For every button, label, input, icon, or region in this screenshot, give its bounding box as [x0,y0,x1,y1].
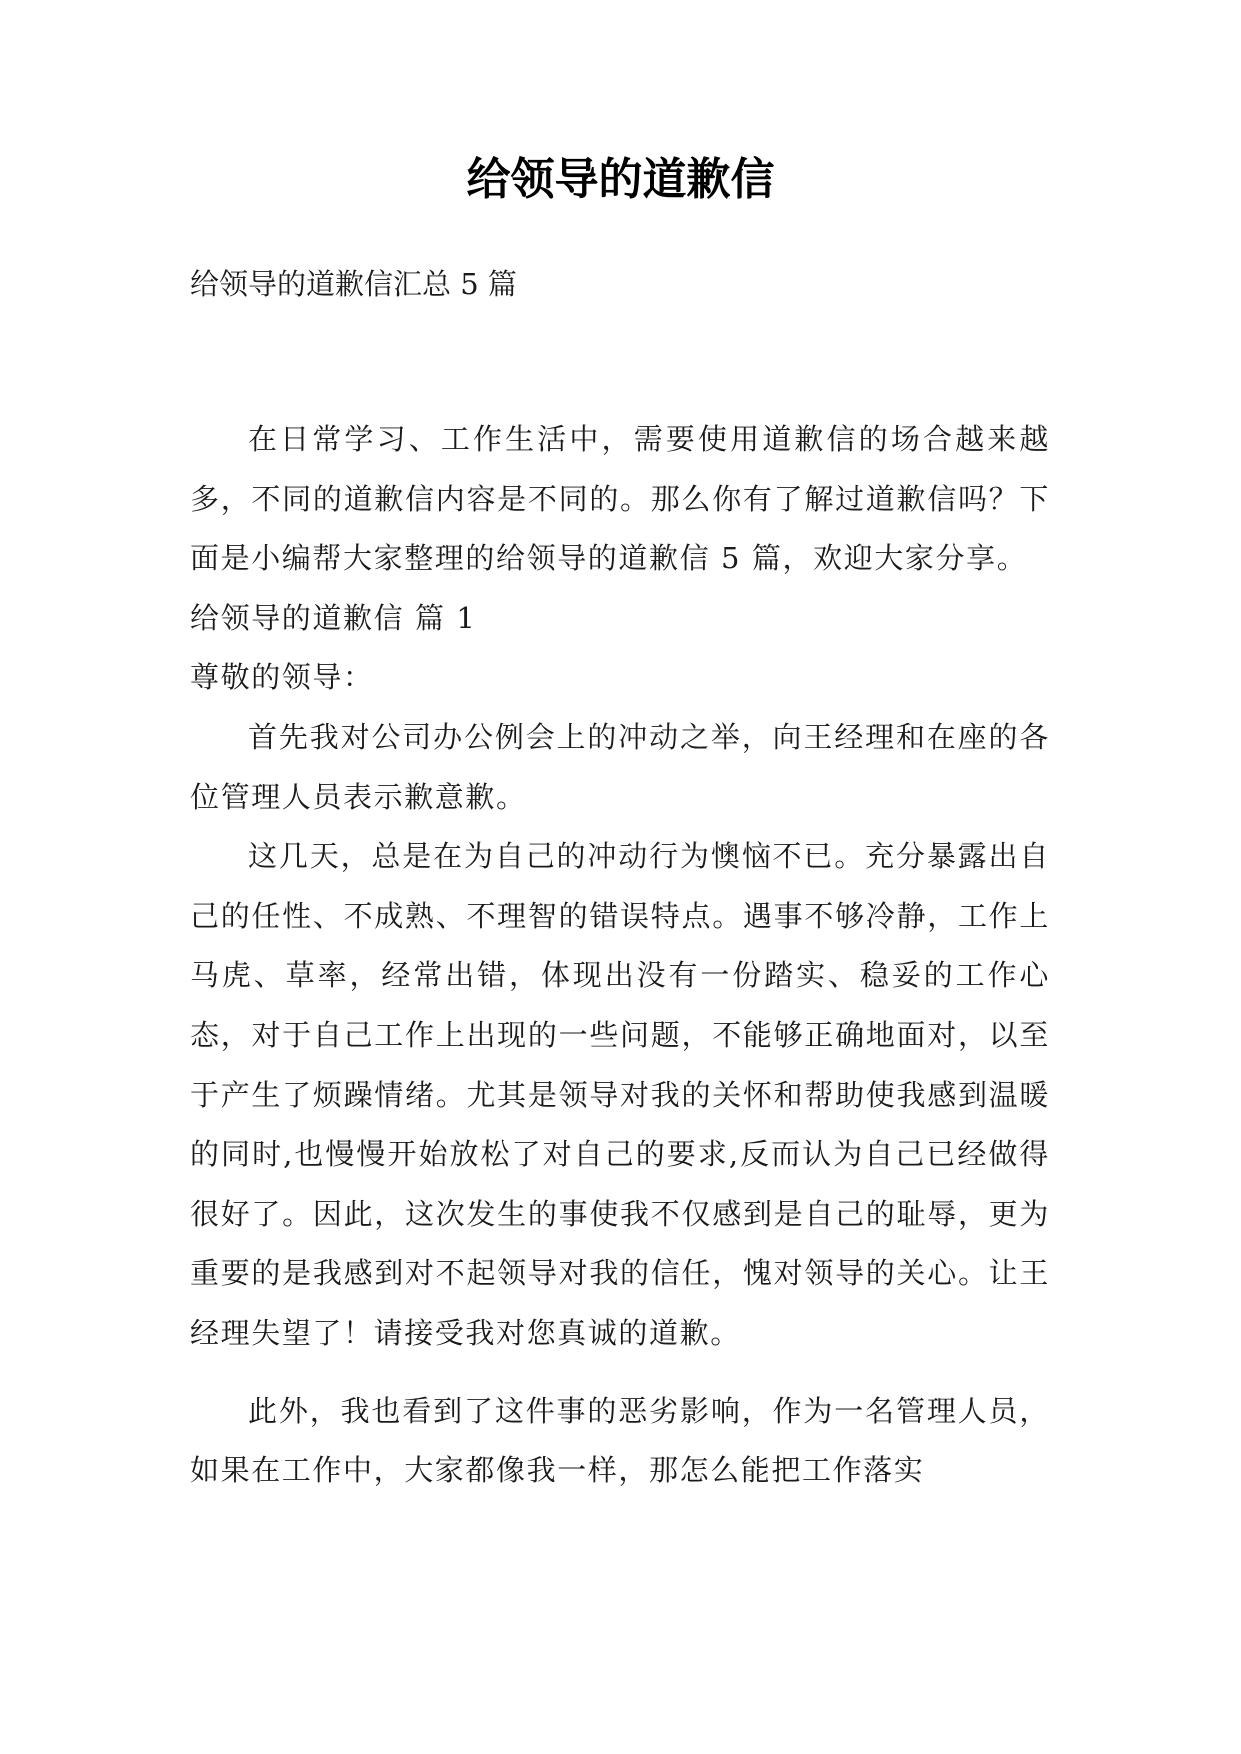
document-title: 给领导的道歉信 [466,154,775,205]
document-subtitle: 给领导的道歉信汇总 5 篇 [190,267,517,301]
salutation: 尊敬的领导： [190,660,374,695]
body-paragraph: 此外，我也看到了这件事的恶劣影响，作为一名管理人员，如果在工作中，大家都像我一样，那怎么能把工作落实 [190,1393,1050,1488]
body-paragraph: 首先我对公司办公例会上的冲动之举，向王经理和在座的各位管理人员表示歉意歉。 [190,719,1050,814]
document-body [190,410,1050,1501]
body-paragraph: 这几天，总是在为自己的冲动行为懊恼不已。充分暴露出自己的任性、不成熟、不理智的错误特点。遇事不够冷静，工作上马虎、草率，经常出错，体现出没有一份踏实、稳妥的工作心态，对于自己工作上出现的一些问题，不能够正确地面对，以至于产生了烦躁情绪。尤其是领导对我的关怀和帮助使我感到温暖的同时,也慢慢开始放松了对自己的要求,反而认为自己已经做得很好了。因此，这次发生的事使我不仅感到是自己的耻辱，更为重要的是我感到对不起领导对我的信任，愧对领导的关心。让王经理失望了！请接受我对您真诚的道歉。 [190,839,1050,1350]
intro-paragraph: 在日常学习、工作生活中，需要使用道歉信的场合越来越多，不同的道歉信内容是不同的。那么你有了解过道歉信吗？下面是小编帮大家整理的给领导的道歉信 5 篇，欢迎大家分享。 [190,422,1050,576]
section-heading: 给领导的道歉信 篇 1 [190,600,477,635]
